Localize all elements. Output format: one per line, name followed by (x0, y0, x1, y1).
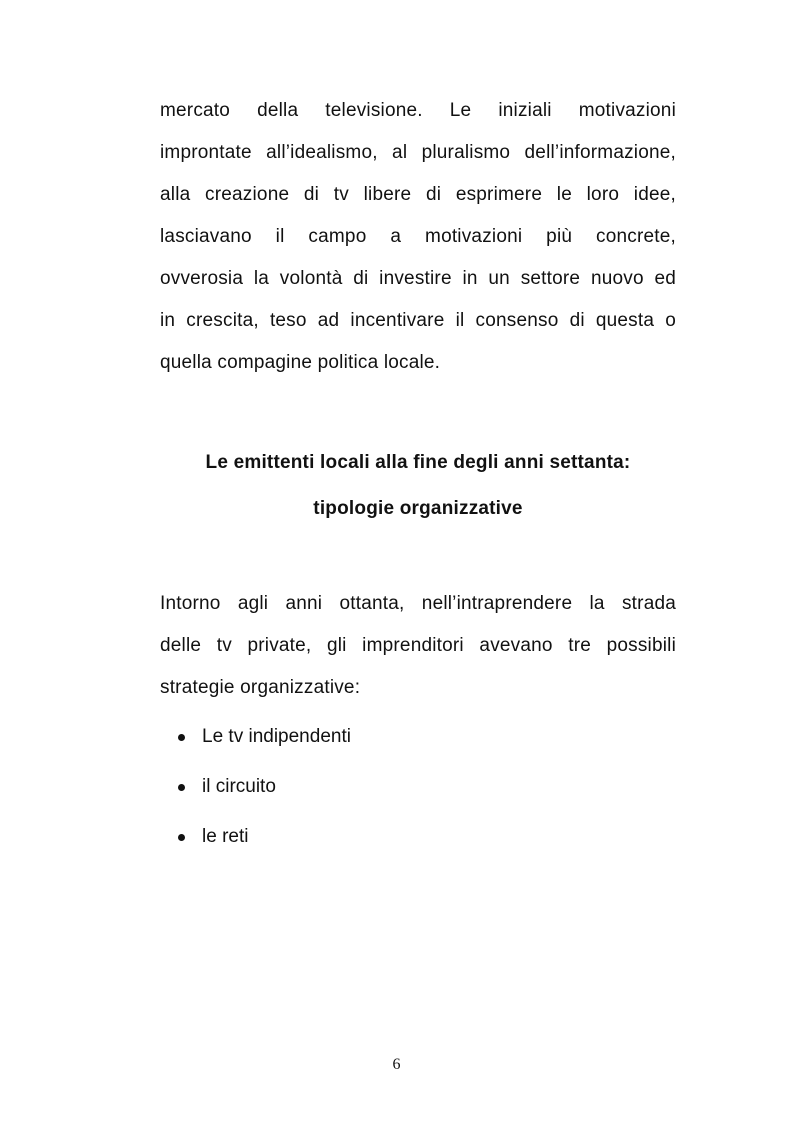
paragraph-line: alla creazione di tv libere di esprimere le loro idee, (160, 184, 676, 205)
paragraph-line: in crescita, teso ad incentivare il consenso di questa o (160, 310, 676, 331)
section-heading-line-1: Le emittenti locali alla fine degli anni settanta: (205, 452, 631, 473)
list-item (178, 762, 628, 812)
paragraph-intro (160, 90, 676, 384)
paragraph-line: mercato della televisione. Le iniziali motivazioni (160, 100, 676, 121)
list-item (178, 812, 628, 862)
list-item-text: Le tv indipendenti (202, 726, 351, 747)
section-heading (120, 440, 716, 532)
paragraph-line: delle tv private, gli imprenditori avevano tre possibili (160, 635, 676, 656)
page-number: 6 (392, 1056, 401, 1073)
paragraph-line: quella compagine politica locale. (160, 352, 441, 373)
bullet-icon (178, 834, 185, 841)
list-item-text: il circuito (202, 776, 276, 797)
bullet-icon (178, 734, 185, 741)
paragraph-line: strategie organizzative: (160, 677, 361, 698)
paragraph-strategies (160, 583, 676, 709)
strategies-list (178, 712, 628, 862)
paragraph-line: lasciavano il campo a motivazioni più concrete, (160, 226, 676, 247)
list-item (178, 712, 628, 762)
bullet-icon (178, 784, 185, 791)
list-item-text: le reti (202, 826, 249, 847)
section-heading-line-2: tipologie organizzative (313, 498, 523, 519)
paragraph-line: ovverosia la volontà di investire in un settore nuovo ed (160, 268, 676, 289)
paragraph-line: Intorno agli anni ottanta, nell’intraprendere la strada (160, 593, 676, 614)
paragraph-line: improntate all’idealismo, al pluralismo dell’informazione, (160, 142, 676, 163)
